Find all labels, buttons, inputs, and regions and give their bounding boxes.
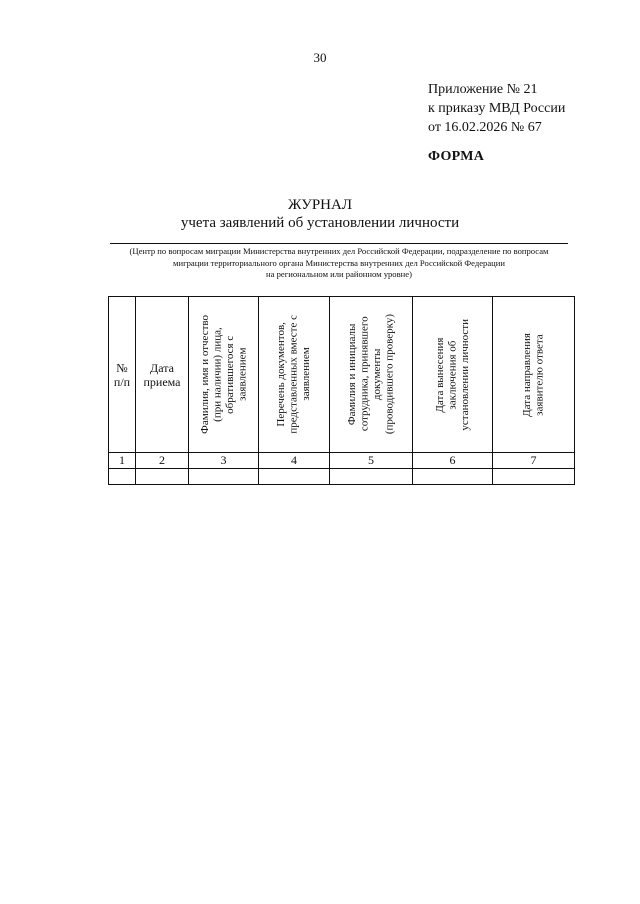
header-line: Перечень документов, <box>275 322 288 427</box>
column-number: 6 <box>413 453 493 469</box>
header-line: заявлением <box>236 347 248 402</box>
header-line: (проводившего проверку) <box>383 314 396 435</box>
empty-cell <box>109 469 136 485</box>
appendix-block <box>428 80 565 137</box>
header-line: документы <box>371 348 383 401</box>
header-line: заявлением <box>300 347 313 402</box>
header-cell-documents-list <box>259 297 330 453</box>
column-number: 3 <box>189 453 259 469</box>
header-line: Фамилия, имя и отчество <box>198 315 211 434</box>
page-number: 30 <box>313 50 327 65</box>
empty-cell <box>493 469 575 485</box>
caption-line: на региональном или районном уровне) <box>266 269 412 279</box>
empty-cell <box>189 469 259 485</box>
column-number-row <box>109 453 575 469</box>
header-line: № <box>116 360 128 375</box>
journal-table <box>108 296 575 485</box>
header-line: приема <box>143 374 181 389</box>
header-line: сотрудника, принявшего <box>358 317 371 432</box>
form-label: ФОРМА <box>428 149 485 164</box>
header-line: установлении личности <box>458 318 471 431</box>
appendix-line: к приказу МВД России <box>428 101 566 116</box>
header-line: обратившегося с <box>223 335 236 414</box>
header-cell-response-date <box>493 297 575 453</box>
document-subtitle: учета заявлений об установлении личности <box>180 215 460 231</box>
caption-line: миграции территориального органа Министерства внутренних дел Российской Федерации <box>173 257 505 268</box>
empty-cell <box>259 469 330 485</box>
caption-line: (Центр по вопросам миграции Министерства внутренних дел Российской Федерации, подразделение по вопросам <box>129 246 549 256</box>
document-title: ЖУРНАЛ <box>287 197 353 213</box>
header-line: заявителю ответа <box>533 333 546 416</box>
header-cell-applicant-name <box>189 297 259 453</box>
header-line: Дата <box>150 360 174 375</box>
column-number: 7 <box>493 453 575 469</box>
column-number: 1 <box>109 453 136 469</box>
header-line: п/п <box>113 374 131 389</box>
header-row <box>109 297 575 453</box>
header-line: представленных вместе с <box>287 315 300 434</box>
header-line: Дата направления <box>521 332 533 417</box>
empty-cell <box>136 469 189 485</box>
column-number: 4 <box>259 453 330 469</box>
appendix-line: от 16.02.2026 № 67 <box>428 120 542 135</box>
appendix-line: Приложение № 21 <box>428 82 538 97</box>
column-number: 5 <box>330 453 413 469</box>
header-line: Фамилия и инициалы <box>346 323 358 426</box>
column-number: 2 <box>136 453 189 469</box>
header-cell-date-received <box>136 297 189 453</box>
header-line: заключения об <box>446 340 459 409</box>
header-cell-number <box>109 297 136 453</box>
empty-entry-row <box>109 469 575 485</box>
fill-in-line <box>110 243 568 244</box>
header-line: (при наличии) лица, <box>211 327 223 422</box>
empty-cell <box>413 469 493 485</box>
empty-cell <box>330 469 413 485</box>
organization-caption <box>104 246 574 281</box>
header-line: Дата вынесения <box>433 336 446 413</box>
header-cell-officer-name <box>330 297 413 453</box>
header-cell-conclusion-date <box>413 297 493 453</box>
